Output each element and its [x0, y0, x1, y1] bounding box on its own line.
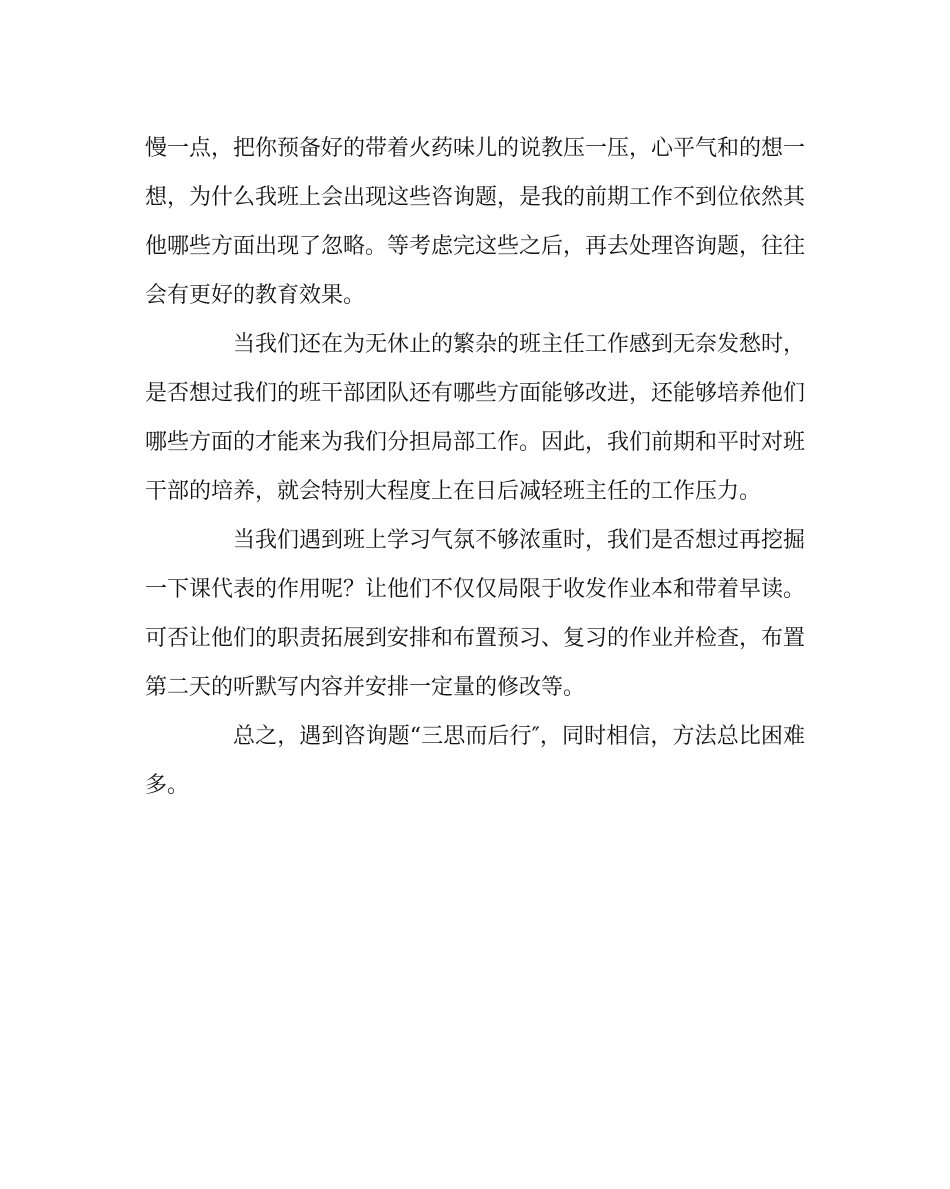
- paragraph-2: 当我们还在为无休止的繁杂的班主任工作感到无奈发愁时，是否想过我们的班干部团队还有哪些方面能够改进，还能够培养他们哪些方面的才能来为我们分担局部工作。因此，我们前期和平时对班干部的培养，就会特别大程度上在日后减轻班主任的工作压力。: [145, 332, 806, 504]
- paragraph-1: 慢一点，把你预备好的带着火药味儿的说教压一压，心平气和的想一想，为什么我班上会出现这些咨询题，是我的前期工作不到位依然其他哪些方面出现了忽略。等考虑完这些之后，再去处理咨询题，往往会有更好的教育效果。: [145, 136, 806, 308]
- paragraph-4: 总之，遇到咨询题“三思而后行″，同时相信，方法总比困难多。: [145, 724, 805, 798]
- document-body: [145, 124, 805, 810]
- paragraph-3: 当我们遇到班上学习气氛不够浓重时，我们是否想过再挖掘一下课代表的作用呢？让他们不仅仅局限于收发作业本和带着早读。可否让他们的职责拓展到安排和布置预习、复习的作业并检查，布置第二天的听默写内容并安排一定量的修改等。: [145, 528, 806, 700]
